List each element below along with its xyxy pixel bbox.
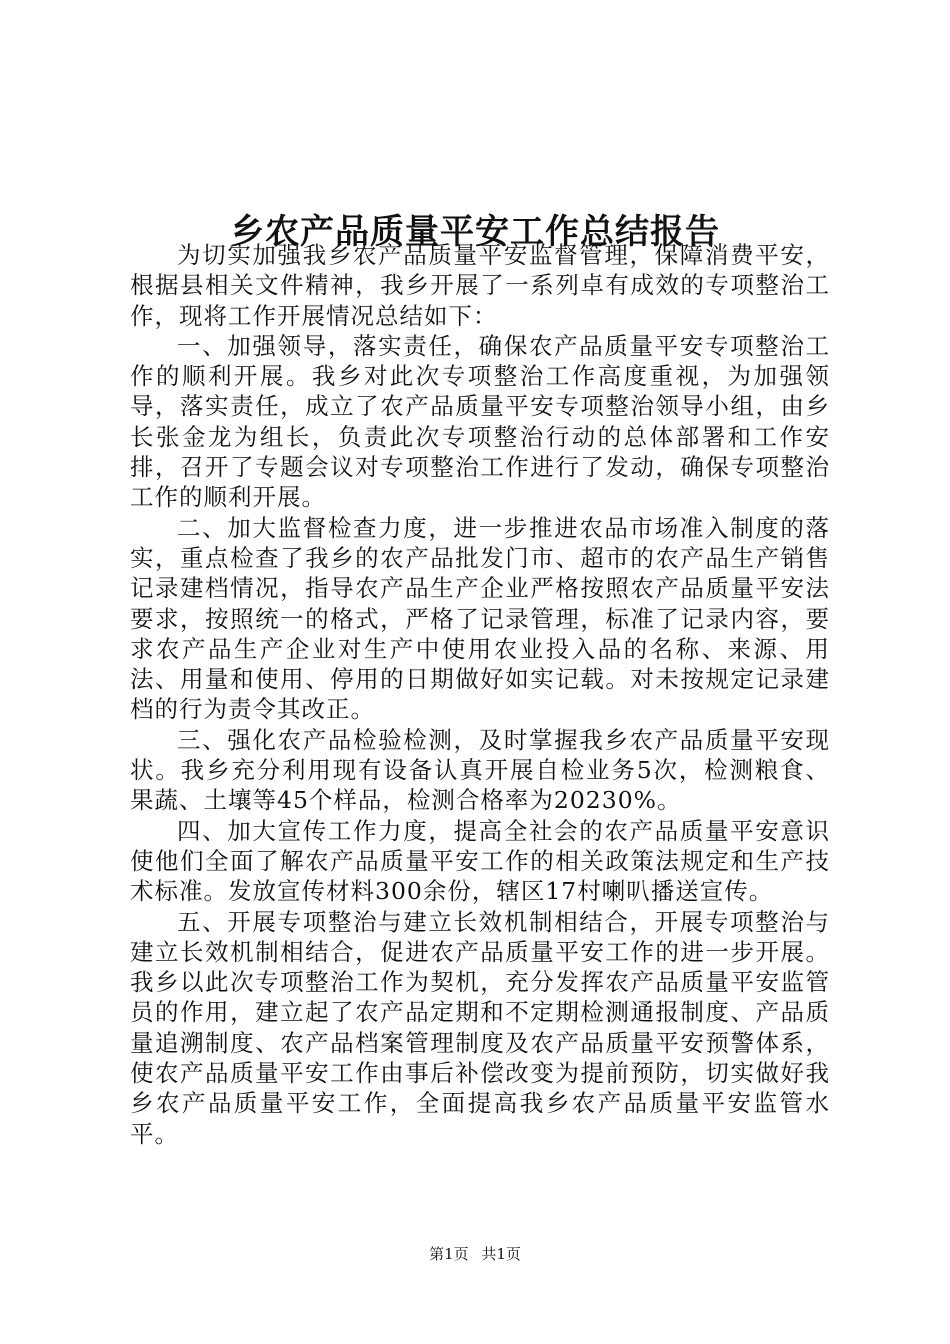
page-total: 共1页 <box>481 1245 521 1263</box>
section-3-paragraph: 三、强化农产品检验检测，及时掌握我乡农产品质量平安现状。我乡充分利用现有设备认真开展自检业务5次，检测粮食、果蔬、土壤等45个样品，检测合格率为20230%。 <box>130 725 830 815</box>
document-title: 乡农产品质量平安工作总结报告 <box>230 211 720 252</box>
page-footer <box>0 1244 950 1264</box>
intro-paragraph: 为切实加强我乡农产品质量平安监督管理，保障消费平安，根据县相关文件精神，我乡开展了一系列卓有成效的专项整治工作，现将工作开展情况总结如下： <box>130 241 830 330</box>
section-4-paragraph: 四、加大宣传工作力度，提高全社会的农产品质量平安意识使他们全面了解农产品质量平安工作的相关政策法规定和生产技术标准。发放宣传材料300余份，辖区17村喇叭播送宣传。 <box>130 816 830 906</box>
section-5-paragraph: 五、开展专项整治与建立长效机制相结合，开展专项整治与建立长效机制相结合，促进农产品质量平安工作的进一步开展。我乡以此次专项整治工作为契机，充分发挥农产品质量平安监管员的作用，建立起了农产品定期和不定期检测通报制度、产品质量追溯制度、农产品档案管理制度及农产品质量平安预警体系，使农产品质量平安工作由事后补偿改变为提前预防，切实做好我乡农产品质量平安工作，全面提高我乡农产品质量平安监管水平。 <box>130 907 830 1148</box>
page-number: 第1页 <box>429 1245 469 1263</box>
document-body <box>130 240 830 1149</box>
section-1-paragraph: 一、加强领导，落实责任，确保农产品质量平安专项整治工作的顺利开展。我乡对此次专项整治工作高度重视，为加强领导，落实责任，成立了农产品质量平安专项整治领导小组，由乡长张金龙为组长，负责此次专项整治行动的总体部署和工作安排，召开了专题会议对专项整治工作进行了发动，确保专项整治工作的顺利开展。 <box>130 331 830 512</box>
section-2-paragraph: 二、加大监督检查力度，进一步推进农品市场准入制度的落实，重点检查了我乡的农产品批发门市、超市的农产品生产销售记录建档情况，指导农产品生产企业严格按照农产品质量平安法要求，按照统一的格式，严格了记录管理，标准了记录内容，要求农产品生产企业对生产中使用农业投入品的名称、来源、用法、用量和使用、停用的日期做好如实记载。对未按规定记录建档的行为责令其改正。 <box>130 513 830 724</box>
